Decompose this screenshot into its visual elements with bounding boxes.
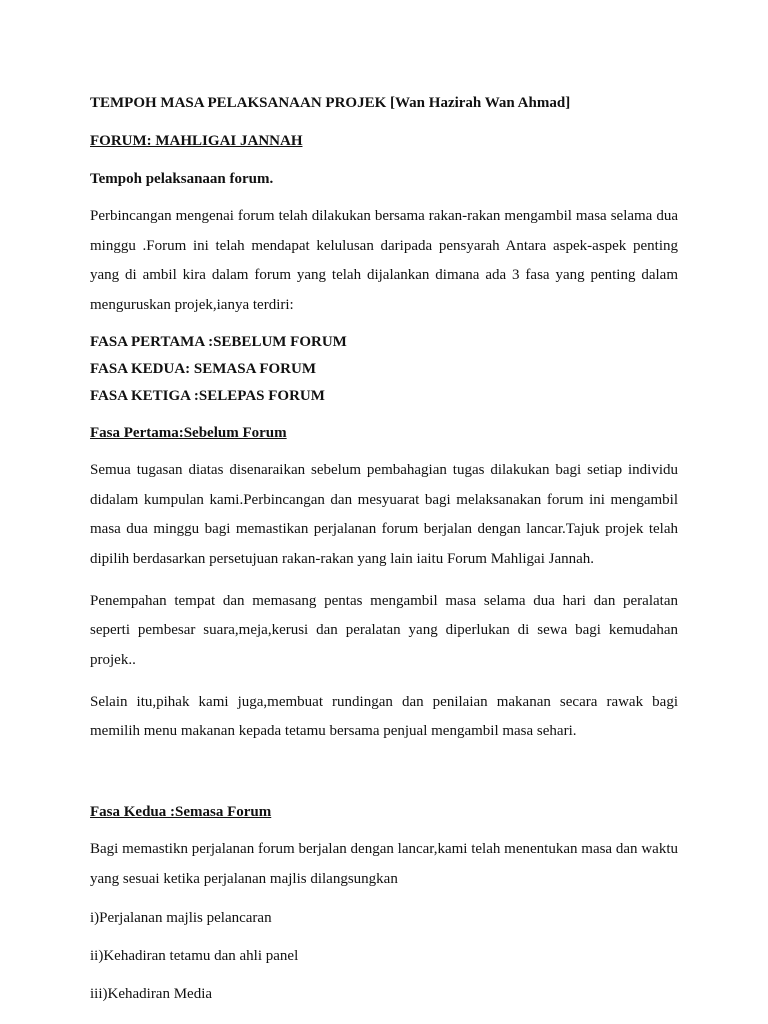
intro-paragraph: Perbincangan mengenai forum telah dilakukan bersama rakan-rakan mengambil masa selama dua minggu .Forum ini telah mendapat kelulusan daripada pensyarah Antara aspek-aspek penting yang di ambil kira dalam forum yang telah dijalankan dimana ada 3 fasa yang penting dalam menguruskan projek,ianya terdiri: xyxy=(90,208,678,314)
phase-3-label: FASA KETIGA :SELEPAS FORUM xyxy=(90,387,325,404)
section-2-item-3: iii)Kehadiran Media xyxy=(90,985,213,1002)
section-2-heading: Fasa Kedua :Semasa Forum xyxy=(90,804,272,821)
phase-2-label: FASA KEDUA: SEMASA FORUM xyxy=(90,360,316,377)
section-2-paragraph: Bagi memastikn perjalanan forum berjalan dengan lancar,kami telah menentukan masa dan waktu yang sesuai ketika perjalanan majlis dilangsungkan xyxy=(90,841,678,887)
document-page xyxy=(90,88,678,1009)
phase-1-label: FASA PERTAMA :SEBELUM FORUM xyxy=(90,333,347,350)
section-1-paragraph-1: Semua tugasan diatas disenaraikan sebelum pembahagian tugas dilakukan bagi setiap individu didalam kumpulan kami.Perbincangan dan mesyuarat bagi melaksanakan forum ini mengambil masa dua minggu bagi memastikan perjalanan forum berjalan dengan lancar.Tajuk projek telah dipilih berdasarkan persetujuan rakan-rakan yang lain iaitu Forum Mahligai Jannah. xyxy=(90,461,678,567)
section-1-heading: Fasa Pertama:Sebelum Forum xyxy=(90,424,287,441)
duration-heading: Tempoh pelaksanaan forum. xyxy=(90,171,274,187)
section-1-paragraph-2: Penempahan tempat dan memasang pentas mengambil masa selama dua hari dan peralatan seperti pembesar suara,meja,kerusi dan peralatan yang diperlukan di sewa bagi kemudahan projek.. xyxy=(90,592,678,669)
forum-heading: FORUM: MAHLIGAI JANNAH xyxy=(90,133,303,149)
document-title: TEMPOH MASA PELAKSANAAN PROJEK [Wan Hazirah Wan Ahmad] xyxy=(90,95,571,111)
section-2-item-2: ii)Kehadiran tetamu dan ahli panel xyxy=(90,947,299,964)
section-1-paragraph-3: Selain itu,pihak kami juga,membuat rundingan dan penilaian makanan secara rawak bagi memilih menu makanan kepada tetamu bersama penjual mengambil masa sehari. xyxy=(90,693,678,740)
section-2-item-1: i)Perjalanan majlis pelancaran xyxy=(90,909,272,926)
